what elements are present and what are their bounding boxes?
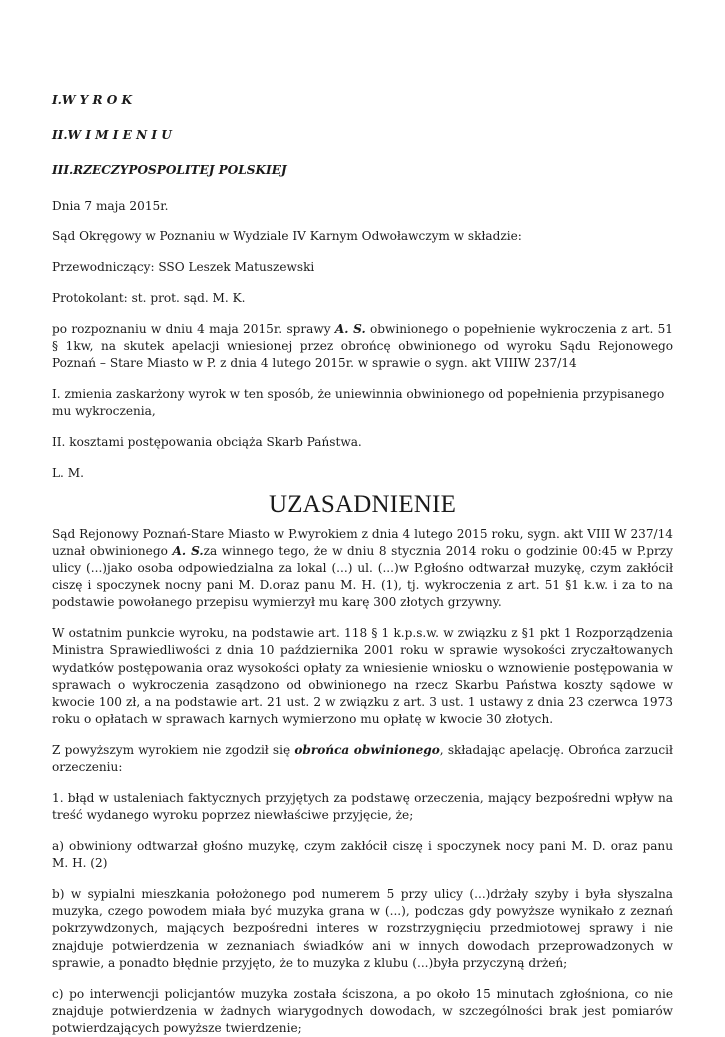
para1-post: za winnego tego, że w dniu 8 stycznia 2014 roku o godzinie 00:45 w P.przy ulicy (...)jako osoba odpowiedzialna za lokal (...) ul. (...)w P.głośno odtwarzał muzykę, czym zakłócił ciszę i spoczynek nocny pani M. D.oraz panu M. H. (1), tj. wykroczenia z art. 51 §1 k.w. i za to na podstawie powołanego przepisu wymierzył mu karę 300 złotych grzywny.	[52, 543, 673, 610]
court-line: Sąd Okręgowy w Poznaniu w Wydziale IV Karnym Odwoławczym w składzie:	[52, 229, 522, 244]
chair-line: Przewodniczący: SSO Leszek Matuszewski	[52, 260, 315, 275]
justification-paragraph-3	[52, 742, 673, 776]
clerk-line: Protokolant: st. prot. sąd. M. K.	[52, 291, 246, 305]
para3-post: , składając apelację. Obrońca zarzucił orzeczeniu:	[52, 743, 673, 775]
section-title: UZASADNIENIE	[268, 490, 457, 518]
date-line: Dnia 7 maja 2015r.	[52, 198, 169, 213]
justification-paragraph-2: W ostatnim punkcie wyroku, na podstawie art. 118 § 1 k.p.s.w. w związku z §1 pkt 1 Rozporządzenia Ministra Sprawiedliwości z dnia 10 października 2001 roku w sprawie wysokości zryczałtowanych wydatków postępowania oraz wysokości opłaty za wniesienie wniosku o wznowienie postępowania w sprawach o wykroczenia zasądzono od obwinionego na rzecz Skarbu Państwa koszty sądowe w kwocie 100 zł, a na podstawie art. 21 ust. 2 w związku z art. 3 ust. 1 ustawy z dnia 23 czerwca 1973 roku o opłatach w sprawach karnych wymierzono mu opłatę w kwocie 30 złotych.	[52, 626, 673, 727]
case-pre: po rozpoznaniu w dniu 4 maja 2015r. sprawy	[52, 321, 335, 336]
appeal-item-a: a) obwiniony odtwarzał głośno muzykę, czym zakłócił ciszę i spoczynek nocy pani M. D. oraz panu M. H. (2)	[52, 839, 673, 871]
defense-counsel: obrońca obwinionego	[294, 743, 440, 758]
heading-rzeczypospolitej: III.RZECZYPOSPOLITEJ POLSKIEJ	[52, 163, 287, 178]
case-paragraph	[52, 321, 673, 373]
ruling-item-1: I. zmienia zaskarżony wyrok w ten sposób, że uniewinnia obwinionego od popełnienia przypisanego mu wykroczenia,	[52, 387, 665, 419]
appeal-item-b: b) w sypialni mieszkania położonego pod numerem 5 przy ulicy (...)drżały szyby i była słyszalna muzyka, czego powodem miała być muzyka grana w (...), podczas gdy powyższe wynikało z zeznań pokrzywdzonych, mających bezpośredni interes w rozstrzygnięciu przedmiotowej sprawy i nie znajduje potwierdzenia w zeznaniach świadków ani w innych dowodach przeprowadzonych w sprawie, a ponadto błędnie przyjęto, że to muzyka z klubu (...)była przyczyną drżeń;	[52, 887, 673, 970]
para1-pre: Sąd Rejonowy Poznań-Stare Miasto w P.wyrokiem z dnia 4 lutego 2015 roku, sygn. akt VIII W 237/14 uznał obwinionego	[52, 526, 673, 558]
judge-initials: L. M.	[52, 465, 84, 480]
case-post: obwinionego o popełnienie wykroczenia z art. 51 § 1kw, na skutek apelacji wniesionej przez obrońcę obwinionego od wyroku Sądu Rejonowego Poznań – Stare Miasto w P. z dnia 4 lutego 2015r. w sprawie o sygn. akt VIIIW 237/14	[52, 321, 673, 371]
appeal-item-1: 1. błąd w ustaleniach faktycznych przyjętych za podstawę orzeczenia, mający bezpośredni wpływ na treść wydanego wyroku poprzez niewłaściwe przyjęcie, że;	[52, 791, 673, 823]
justification-paragraph-1	[52, 526, 673, 612]
ruling-item-2: II. kosztami postępowania obciąża Skarb Państwa.	[52, 435, 362, 449]
appeal-item-c: c) po interwencji policjantów muzyka została ściszona, a po około 15 minutach zgłośniona, co nie znajduje potwierdzenia w żadnych wiarygodnych dowodach, w szczególności brak jest pomiarów potwierdzających powyższe twierdzenie;	[52, 986, 673, 1036]
defendant-name: A. S.	[334, 321, 366, 336]
defendant-name-2: A. S.	[172, 543, 204, 558]
heading-w-imieniu: II.W I M I E N I U	[52, 128, 172, 143]
heading-wyrok: I.W Y R O K	[52, 93, 133, 107]
para3-pre: Z powyższym wyrokiem nie zgodził się	[52, 743, 295, 758]
